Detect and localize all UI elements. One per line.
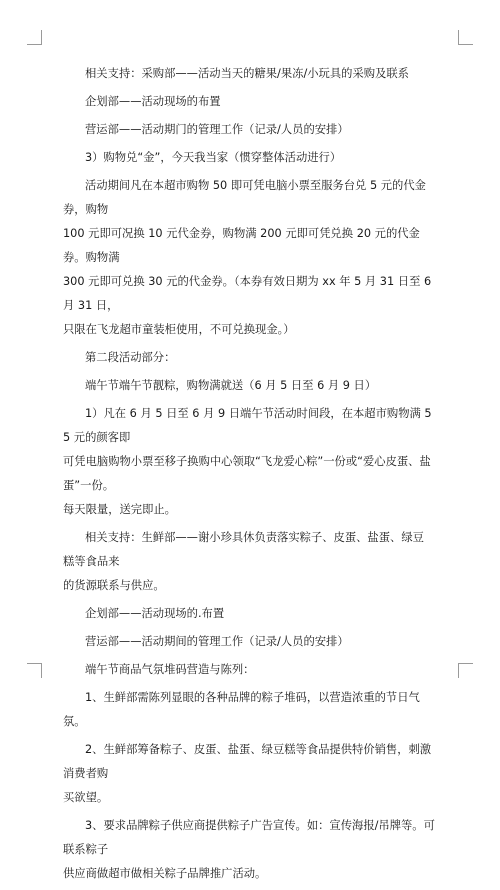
text-line: 3、要求品牌粽子供应商提供粽子广告宣传。如：宣传海报/吊牌等。可联系粽子 bbox=[63, 819, 435, 856]
text-line: 第二段活动部分： bbox=[85, 351, 176, 364]
paragraph-display-item-2 bbox=[63, 738, 435, 810]
text-line: 只限在飞龙超市童装柜使用，不可兑换现金。） bbox=[63, 323, 295, 336]
paragraph-exchange-gold bbox=[63, 146, 435, 170]
crop-mark-bottom-right bbox=[458, 663, 473, 678]
crop-mark-bottom-left bbox=[27, 663, 42, 678]
text-line: 相关支持：生鲜部——谢小珍具休负责落实粽子、皮蛋、盐蛋、绿豆糕等食品来 bbox=[63, 531, 424, 568]
paragraph-purchase-support bbox=[63, 62, 435, 86]
text-line: 供应商做超市做相关粽子品牌推广活动。 bbox=[63, 867, 267, 880]
text-line: 买欲望。 bbox=[63, 791, 109, 804]
text-line: 端午节商品气氛堆码营造与陈列： bbox=[85, 663, 255, 676]
paragraph-display-heading bbox=[63, 658, 435, 682]
text-line: 1、生鲜部需陈列显眼的各种品牌的粽子堆码，以营造浓重的节日气氛。 bbox=[63, 691, 420, 728]
document-body bbox=[63, 62, 435, 890]
crop-mark-top-right bbox=[458, 30, 473, 45]
text-line: 企划部——活动现场的布置 bbox=[85, 95, 221, 108]
crop-mark-top-left bbox=[27, 30, 42, 45]
text-line: 企划部——活动现场的.布置 bbox=[85, 607, 225, 620]
text-line: 每天限量，送完即止。 bbox=[63, 503, 176, 516]
paragraph-planning-dept-2 bbox=[63, 602, 435, 626]
text-line: 300 元即可兑换 30 元的代金券。（本券有效日期为 xx 年 5 月 31 日至 6 月 31 日， bbox=[63, 275, 432, 312]
text-line: 端午节端午节靓粽，购物满就送（6 月 5 日至 6 月 9 日） bbox=[85, 379, 377, 392]
text-line: 的货源联系与供应。 bbox=[63, 579, 165, 592]
text-line: 2、生鲜部筹备粽子、皮蛋、盐蛋、绿豆糕等食品提供特价销售，刺激消费者购 bbox=[63, 743, 432, 780]
text-line: 可凭电脑购物小票至移子换购中心领取“飞龙爱心粽”一份或“爱心皮蛋、盐蛋”一份。 bbox=[63, 455, 431, 492]
text-line: 活动期间凡在本超市购物 50 即可凭电脑小票至服务台兑 5 元的代金券，购物 bbox=[63, 179, 426, 216]
paragraph-dragon-boat-promo bbox=[63, 374, 435, 398]
text-line: 100 元即可况换 10 元代金券，购物满 200 元即可凭兑换 20 元的代金券。购物满 bbox=[63, 227, 420, 264]
paragraph-operations-dept bbox=[63, 118, 435, 142]
text-line: 相关支持：采购部——活动当天的糖果/果冻/小玩具的采购及联系 bbox=[85, 67, 409, 80]
text-line: 3）购物兑“金”，今天我当家（惯穿整体活动进行） bbox=[85, 151, 342, 164]
paragraph-display-item-3 bbox=[63, 814, 435, 886]
text-line: 营运部——活动期间的管理工作（记录/人员的安排） bbox=[85, 635, 349, 648]
paragraph-promo-details bbox=[63, 402, 435, 522]
text-line: 营运部——活动期门的管理工作（记录/人员的安排） bbox=[85, 123, 349, 136]
text-line: 1）凡在 6 月 5 日至 6 月 9 日端午节活动时间段，在本超市购物满 55 元的颜客即 bbox=[63, 407, 432, 444]
paragraph-planning-dept bbox=[63, 90, 435, 114]
paragraph-display-item-1 bbox=[63, 686, 435, 734]
paragraph-operations-dept-2 bbox=[63, 630, 435, 654]
paragraph-fresh-support bbox=[63, 526, 435, 598]
paragraph-voucher-rules bbox=[63, 174, 435, 342]
paragraph-section-two bbox=[63, 346, 435, 370]
